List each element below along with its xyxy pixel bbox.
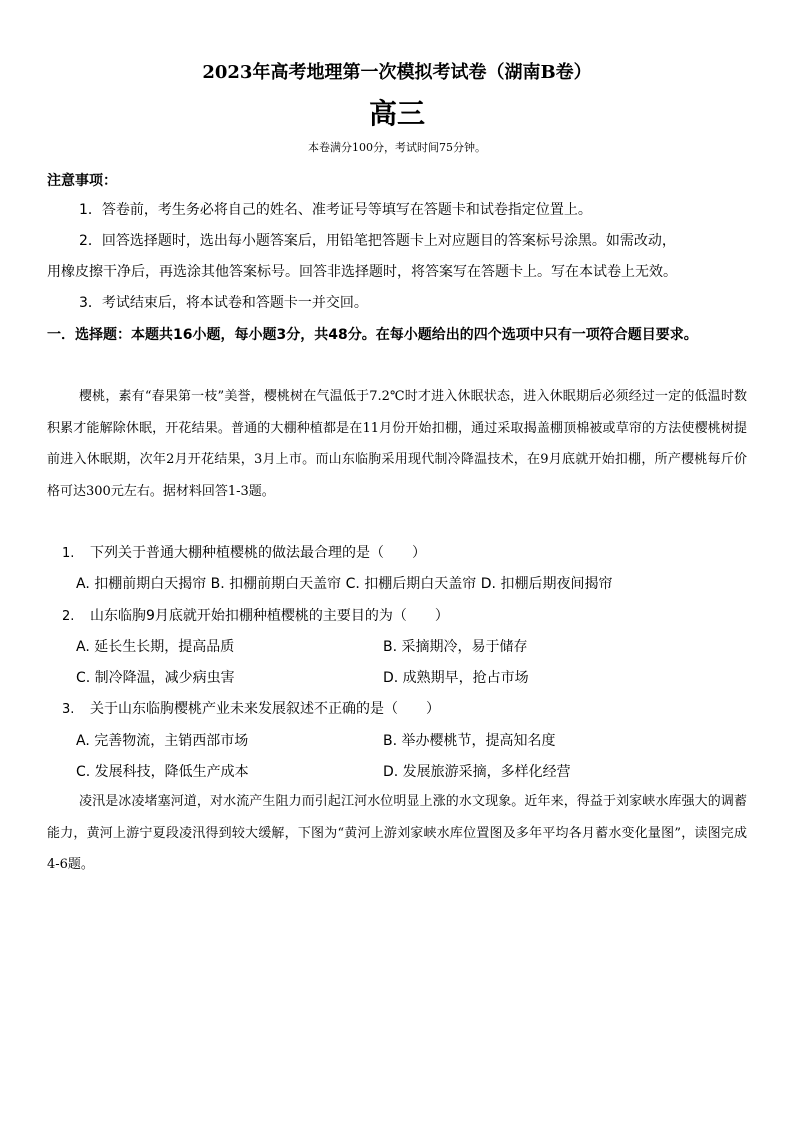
question-number: 1. [62,546,75,561]
question-3 [62,698,440,718]
notice-item-3: 3．考试结束后，将本试卷和答题卡一并交回。 [79,295,368,311]
notice-item-2-line-1: 2．回答选择题时，选出每小题答案后，用铅笔把答题卡上对应题目的答案标号涂黑。如需改动， [79,233,676,249]
option-a: A. 完善物流，主销西部市场 [76,733,249,749]
question-1 [62,542,426,562]
question-stem: 山东临朐9月底就开始扣棚种植樱桃的主要目的为（ ） [90,608,449,624]
notice-item-2-line-2: 用橡皮擦干净后，再选涂其他答案标号。回答非选择题时，将答案写在答题卡上。写在本试卷上无效。 [47,264,677,280]
option-c: C. 发展科技，降低生产成本 [76,764,249,780]
question-stem: 下列关于普通大棚种植樱桃的做法最合理的是（ ） [90,545,426,561]
option-a: A. 延长生长期，提高品质 [76,639,235,655]
exam-title: 2023年高考地理第一次模拟考试卷（湖南B卷） [202,62,592,83]
option-c: C. 制冷降温，减少病虫害 [76,670,235,686]
grade-heading: 高三 [368,97,425,130]
question-stem: 关于山东临朐樱桃产业未来发展叙述不正确的是（ ） [90,701,440,717]
section-heading: 一．选择题：本题共16小题，每小题3分，共48分。在每小题给出的四个选项中只有一项符合题目要求。 [47,327,698,343]
question-number: 3. [62,702,75,717]
passage-ice-flood: 凌汛是冰凌堵塞河道，对水流产生阻力而引起江河水位明显上涨的水文现象。近年来，得益于刘家峡水库强大的调蓄能力，黄河上游宁夏段凌汛得到较大缓解，下图为“黄河上游刘家峡水库位置图及多年平均各月蓄水变化量图”，读图完成4-6题。 [47,794,747,872]
option-d: D. 成熟期早，抢占市场 [383,670,529,686]
question-number: 2. [62,609,75,624]
option-d: D. 发展旅游采摘，多样化经营 [383,764,571,780]
option-b: B. 举办樱桃节，提高知名度 [383,733,556,749]
score-time-note: 本卷满分100分，考试时间75分钟。 [308,141,486,154]
notice-item-1: 1．答卷前，考生务必将自己的姓名、准考证号等填写在答题卡和试卷指定位置上。 [79,202,592,218]
notice-heading: 注意事项： [47,173,117,189]
question-1-options: A. 扣棚前期白天揭帘 B. 扣棚前期白天盖帘 C. 扣棚后期白天盖帘 D. 扣棚后期夜间揭帘 [76,576,613,592]
option-b: B. 采摘期冷，易于储存 [383,639,528,655]
passage-cherry: 樱桃，素有“春果第一枝”美誉，樱桃树在气温低于7.2℃时才进入休眠状态，进入休眠期后必须经过一定的低温时数积累才能解除休眠，开花结果。普通的大棚种植都是在11月份开始扣棚，通过采取揭盖棚顶棉被或草帘的方法使樱桃树提前进入休眠期，次年2月开花结果，3月上市。而山东临朐采用现代制冷降温技术，在9月底就开始扣棚，所产樱桃每斤价格可达300元左右。据材料回答1-3题。 [47,389,747,499]
question-2 [62,605,449,625]
